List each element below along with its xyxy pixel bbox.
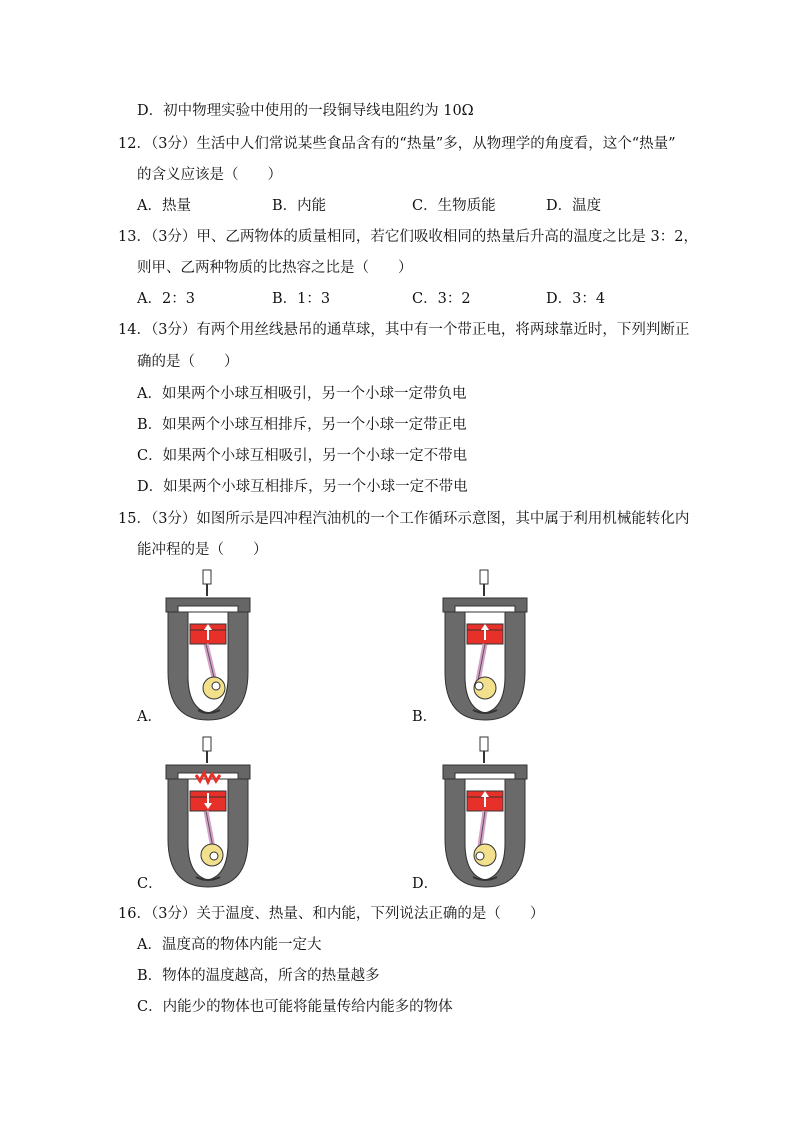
engine-svg-d (435, 735, 535, 890)
q14-stem-line-1: 14．（3分）有两个用丝线悬吊的通草球，其中有一个带正电，将两球靠近时，下列判断正 (118, 322, 690, 338)
figure-label-b: B． (412, 709, 438, 725)
q11-option-d: D．初中物理实验中使用的一段铜导线电阻约为 10Ω (137, 103, 474, 119)
figure-label-d: D． (412, 876, 439, 892)
q13-option-d: D．3：4 (546, 291, 606, 307)
engine-diagram-d (435, 735, 535, 890)
q12-option-a: A．热量 (137, 198, 191, 214)
engine-svg-b (435, 568, 535, 723)
q15-stem-line-2: 能冲程的是（ ） (137, 542, 268, 558)
q12-option-d: D．温度 (546, 198, 602, 214)
engine-svg-a (158, 568, 258, 723)
q14-stem-line-2: 确的是（ ） (137, 354, 239, 370)
q12-option-b: B．内能 (272, 198, 327, 214)
engine-diagram-c (158, 735, 258, 890)
q16-option-c: C．内能少的物体也可能将能量传给内能多的物体 (137, 999, 453, 1015)
figure-label-a: A． (137, 709, 162, 725)
q16-stem: 16．（3分）关于温度、热量、和内能，下列说法正确的是（ ） (118, 906, 545, 922)
q16-option-b: B．物体的温度越高，所含的热量越多 (137, 968, 380, 984)
q12-option-c: C．生物质能 (412, 198, 496, 214)
q13-stem-line-1: 13．（3分）甲、乙两物体的质量相同，若它们吸收相同的热量后升高的温度之比是 3：2， (118, 229, 698, 245)
engine-diagram-a (158, 568, 258, 723)
engine-diagram-b (435, 568, 535, 723)
q13-option-c: C．3：2 (412, 291, 471, 307)
q15-stem-line-1: 15．（3分）如图所示是四冲程汽油机的一个工作循环示意图，其中属于利用机械能转化内 (118, 511, 690, 527)
q16-option-a: A．温度高的物体内能一定大 (137, 937, 322, 953)
q13-option-b: B．1：3 (272, 291, 331, 307)
figure-label-c: C． (137, 876, 163, 892)
q13-option-a: A．2：3 (137, 291, 195, 307)
q14-option-b: B．如果两个小球互相排斥，另一个小球一定带正电 (137, 417, 467, 433)
engine-svg-c (158, 735, 258, 890)
q14-option-a: A．如果两个小球互相吸引，另一个小球一定带负电 (137, 386, 467, 402)
q14-option-d: D．如果两个小球互相排斥，另一个小球一定不带电 (137, 479, 468, 495)
q12-stem-line-1: 12．（3分）生活中人们常说某些食品含有的“热量”多，从物理学的角度看，这个“热量” (118, 136, 676, 152)
q12-stem-line-2: 的含义应该是（ ） (137, 167, 282, 183)
q13-stem-line-2: 则甲、乙两种物质的比热容之比是（ ） (137, 260, 413, 276)
q14-option-c: C．如果两个小球互相吸引，另一个小球一定不带电 (137, 448, 468, 464)
